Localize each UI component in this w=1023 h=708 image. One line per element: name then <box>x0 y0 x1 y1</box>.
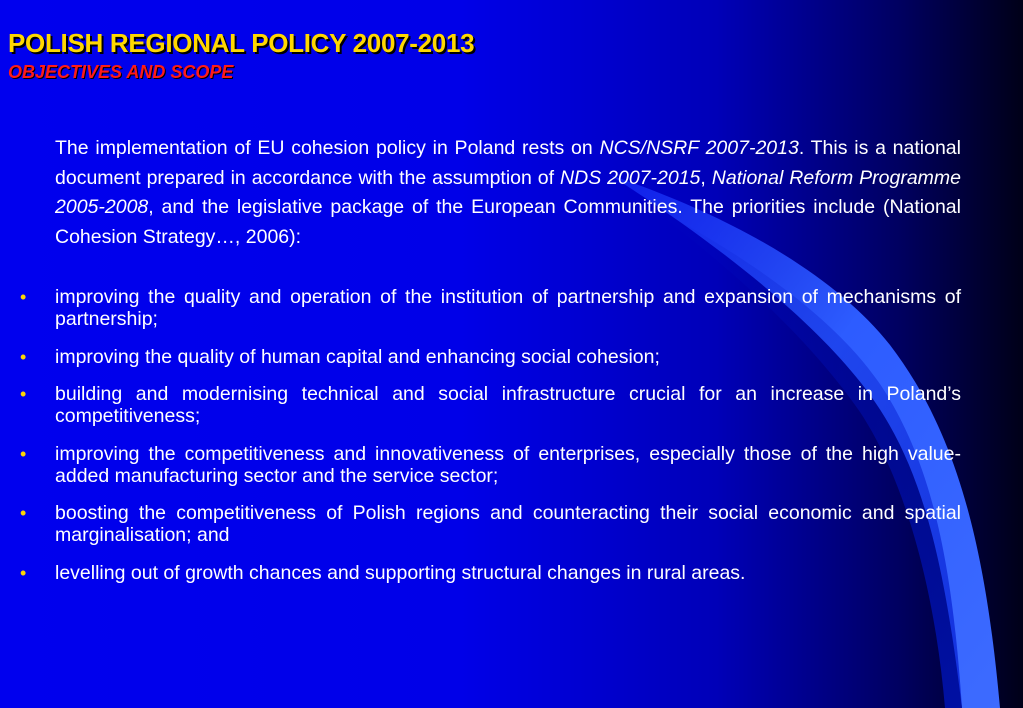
bullet-icon: • <box>20 384 27 404</box>
list-item <box>0 443 961 487</box>
bullet-icon: • <box>20 443 27 464</box>
list-item-text: building and modernising technical and social infrastructure crucial for an increase in Poland’s competitiveness; <box>55 383 961 427</box>
intro-document-name: NCS/NSRF 2007-2013 <box>599 137 799 159</box>
list-item <box>0 286 961 330</box>
intro-text: , and the legislative package of the European Communities. The priorities include (National Cohesion Strategy…, 2006): <box>55 196 961 248</box>
intro-document-name: National Reform Programme 2005-2008 <box>55 166 962 218</box>
list-item-text: levelling out of growth chances and supporting structural changes in rural areas. <box>55 561 746 584</box>
intro-document-name: NDS 2007-2015 <box>560 166 701 189</box>
bullet-icon: • <box>20 287 27 307</box>
bullet-icon: • <box>20 346 27 367</box>
intro-text: The implementation of EU cohesion policy in Poland rests on <box>55 137 600 159</box>
priorities-list <box>0 286 961 584</box>
list-item-text: boosting the competitiveness of Polish regions and counteracting their social economic and spatial marginalisation; and <box>55 502 961 546</box>
intro-text: , <box>700 166 712 189</box>
list-item-text: improving the quality and operation of the institution of partnership and expansion of mechanisms of partnership; <box>55 286 961 330</box>
list-item <box>0 383 961 427</box>
list-item <box>0 562 961 584</box>
intro-paragraph <box>55 134 961 252</box>
list-item <box>0 346 961 368</box>
list-item-text: improving the competitiveness and innovativeness of enterprises, especially those of the high value-added manufacturing sector and the service sector; <box>55 442 961 487</box>
slide-title: POLISH REGIONAL POLICY 2007-2013 <box>8 28 475 58</box>
slide-subtitle: OBJECTIVES AND SCOPE <box>8 62 234 82</box>
bullet-icon: • <box>20 562 27 583</box>
bullet-icon: • <box>20 503 27 523</box>
list-item <box>0 502 961 546</box>
list-item-text: improving the quality of human capital and enhancing social cohesion; <box>55 345 660 368</box>
intro-text: . This is a national document prepared in accordance with the assumption of <box>55 137 961 189</box>
